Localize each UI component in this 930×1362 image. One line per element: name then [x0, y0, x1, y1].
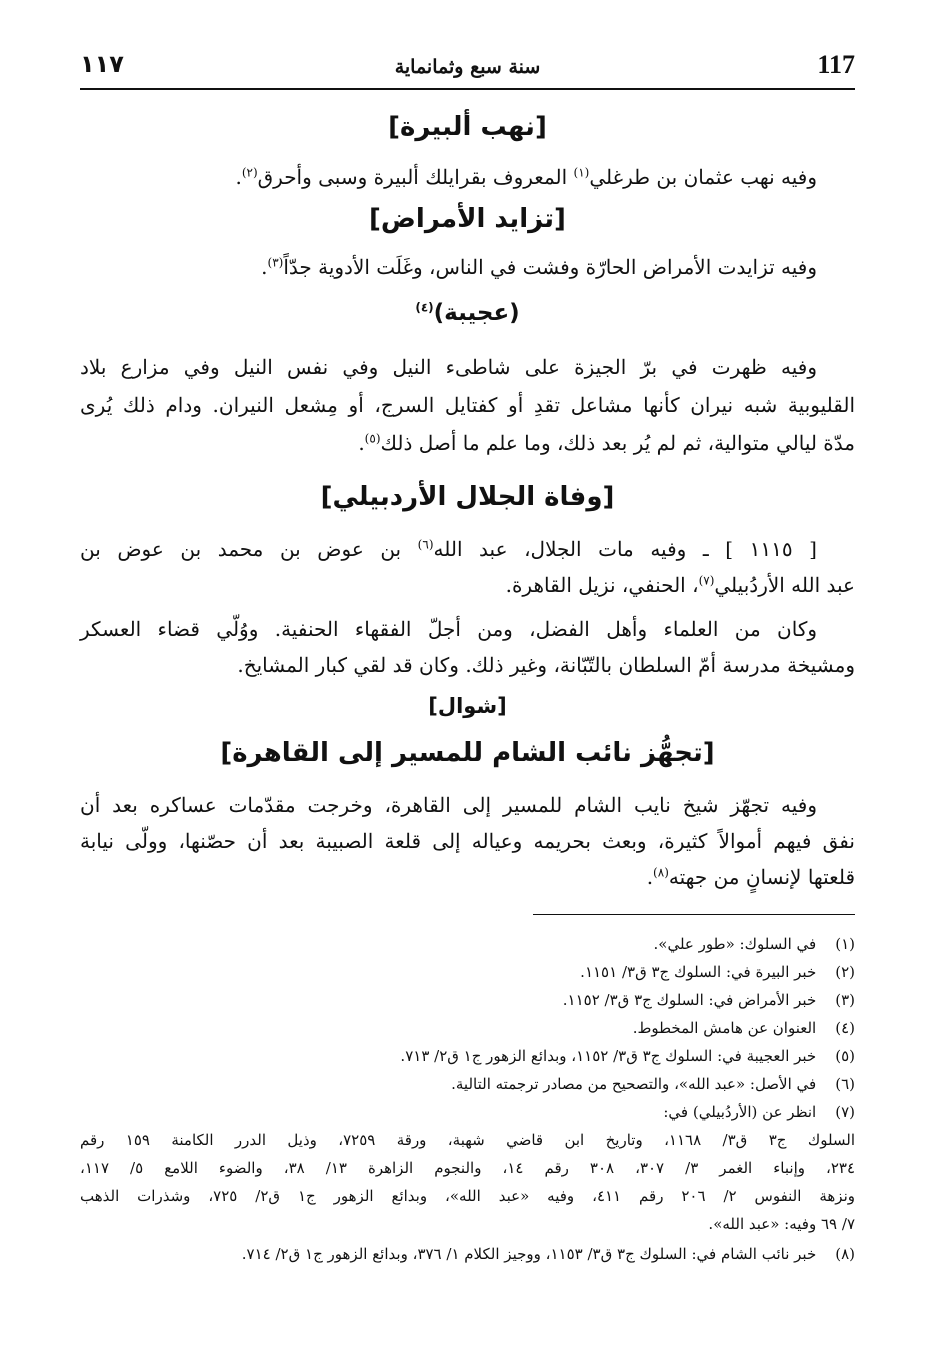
- page-number-latin: 117: [817, 50, 855, 79]
- footnote: (٥) خبر العجيبة في: السلوك ج٣ ق٣/ ١١٥٢، وبدائع الزهور ج١ ق٢/ ٧١٣.: [400, 1047, 855, 1065]
- footnote: (٦) في الأصل: «عبد الله»، والتصحيح من مصادر ترجمته التالية.: [451, 1075, 855, 1093]
- footnote-separator: [533, 914, 855, 915]
- paragraph-line: مدّة ليالي متوالية، ثم لم يُر بعد ذلك، وما علم ما أصل ذلك$^{(٥)}$.: [358, 431, 855, 455]
- paragraph-line: وفيه نهب عثمان بن طرغلي$^{(١)}$ المعروف بقرايلك ألبيرة وسبى وأحرق$^{(٢)}$.: [235, 165, 817, 189]
- footnote-ref[interactable]: (٨): [653, 865, 669, 880]
- footnote: (٣) خبر الأمراض في: السلوك ج٣ ق٣/ ١١٥٢.: [562, 991, 855, 1009]
- footnote: (٧) انظر عن (الأردُبيلي) في:: [663, 1103, 855, 1121]
- footnote-continuation: ونزهة النفوس ٢/ ٢٠٦ رقم ٤١١، وفيه «عبد الله»، وبدائع الزهور ج١ ق٢/ ٧٢٥، وشذرات الذهب: [80, 1187, 855, 1205]
- footnote: (٢) خبر البيرة في: السلوك ج٣ ق٣/ ١١٥١.: [580, 963, 855, 981]
- footnote-continuation: ٢٣٤، وإنباء الغمر ٣/ ٣٠٧، ٣٠٨ رقم ١٤، والنجوم الزاهرة ١٣/ ٣٨، والضوء اللامع ٥/ ١١٧،: [80, 1159, 856, 1177]
- footnote-ref[interactable]: (٦): [417, 537, 434, 552]
- footnote-ref[interactable]: (٧): [698, 573, 715, 588]
- paragraph-line: ومشيخة مدرسة أمّ السلطان بالتّبّانة، وغير ذلك. وكان قد لقي كبار المشايخ.: [237, 653, 855, 677]
- footnote-ref[interactable]: (٥): [364, 431, 381, 446]
- paragraph-line: وفيه تجهّز شيخ نايب الشام للمسير إلى القاهرة، وخرجت مقدّمات عساكره بعد أن: [80, 793, 817, 817]
- footnote-ref[interactable]: (٤): [415, 300, 434, 315]
- footnote-ref[interactable]: (٣): [267, 255, 284, 270]
- heading-death-ardabili: [وفاة الجلال الأردبيلي]: [320, 482, 615, 512]
- paragraph-line: [ ١١١٥ ] ـ وفيه مات الجلال، عبد الله$^{(٦)}$ بن عوض بن محمد بن عوض بن: [80, 537, 817, 561]
- paragraph-line: نفق فيهم أموالاً كثيرة، وبعث بحريمه وعياله إلى قلعة الصبيبة بعد أن حصّنها، وولّى نيابة: [80, 829, 855, 853]
- paragraph-line: القليوبية شبه نيران كأنها مشاعل تقدِ أو كفتايل السرج، أو مِشعل النيران. ودام ذلك يُرى: [80, 393, 855, 417]
- footnote: (٤) العنوان عن هامش المخطوط.: [632, 1019, 855, 1037]
- footnote: (٨) خبر نائب الشام في: السلوك ج٣ ق٣/ ١١٥٣، ووجيز الكلام ١/ ٣٧٦، وبدائع الزهور ج١ ق٢/ ٧١٤.: [241, 1245, 855, 1263]
- paragraph-line: وفيه ظهرت في برّ الجيزة على شاطىء النيل وفي نفس النيل وفي مزارع بلاد: [80, 355, 817, 379]
- footnote-continuation: السلوك ج٣ ق٣/ ١١٦٨، وتاريخ ابن قاضي شهبة، ورقة ٧٢٥٩، وذيل الدرر الكامنة ١٥٩ رقم: [80, 1131, 856, 1149]
- paragraph-line: قلعتها لإنسانٍ من جهته$^{(٨)}$.: [646, 865, 855, 889]
- heading-preparation: [تجهُّز نائب الشام للمسير إلى القاهرة]: [220, 738, 715, 768]
- heading-nahb-albira: [نهب ألبيرة]: [388, 112, 547, 142]
- running-title: سنة سبع وثمانماية: [394, 56, 541, 78]
- heading-shawwal: [شوال]: [428, 694, 507, 718]
- paragraph-line: وكان من العلماء وأهل الفضل، ومن أجلّ الفقهاء الحنفية. ووُلّي قضاء العسكر: [80, 617, 817, 641]
- footnote-ref[interactable]: (٢): [241, 165, 258, 180]
- footnote: (١) في السلوك: «طور علي».: [653, 935, 855, 953]
- footnote-continuation: ٧/ ٦٩ وفيه: «عبد الله».: [708, 1215, 855, 1233]
- heading-diseases: [تزايد الأمراض]: [369, 204, 566, 234]
- footnote-ref[interactable]: (١): [573, 165, 590, 180]
- paragraph-line: عبد الله الأردُبيلي$^{(٧)}$، الحنفي، نزيل القاهرة.: [505, 573, 855, 597]
- page-number-arabic: ١١٧: [80, 50, 124, 78]
- heading-wonder: (عجيبة)$^{(٤)}$: [415, 300, 520, 326]
- paragraph-line: وفيه تزايدت الأمراض الحارّة وفشت في الناس، وغَلَت الأدوية جدّاً$^{(٣)}$.: [261, 255, 817, 279]
- running-head: [80, 48, 855, 90]
